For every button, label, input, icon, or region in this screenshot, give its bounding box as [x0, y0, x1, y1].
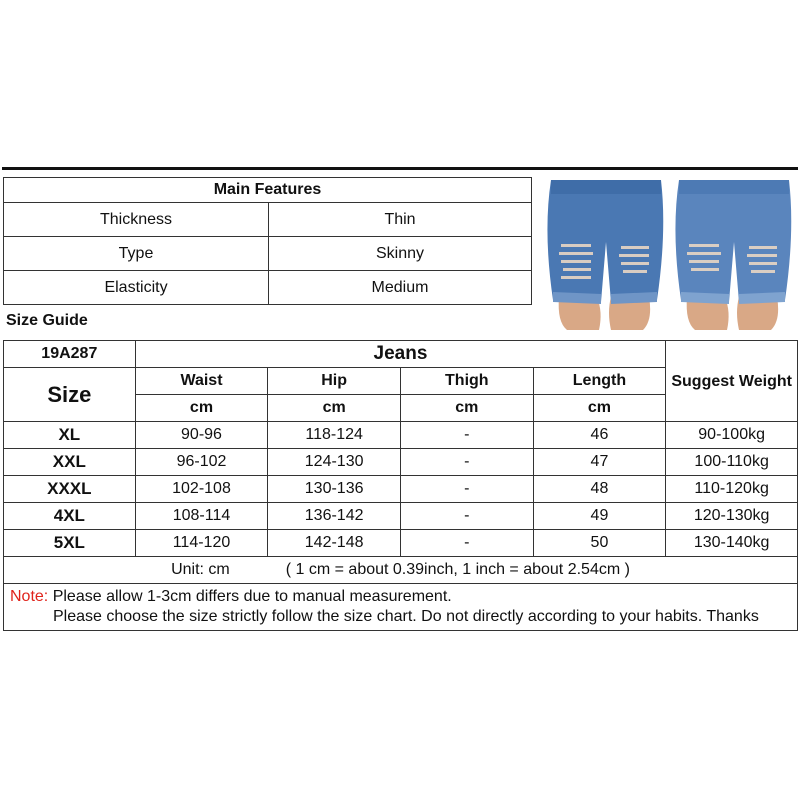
length-cell: 49 — [533, 503, 666, 530]
weight-cell: 90-100kg — [666, 422, 798, 449]
weight-header: Suggest Weight — [666, 341, 798, 422]
main-features-table — [3, 177, 532, 305]
unit-waist: cm — [135, 395, 268, 422]
length-cell: 47 — [533, 449, 666, 476]
column-header-hip: Hip — [268, 368, 401, 395]
length-cell: 46 — [533, 422, 666, 449]
product-photo — [537, 172, 797, 330]
thigh-cell: - — [400, 422, 533, 449]
feature-value: Skinny — [269, 237, 532, 271]
hip-cell: 136-142 — [268, 503, 401, 530]
hip-cell: 124-130 — [268, 449, 401, 476]
size-guide-label: Size Guide — [6, 312, 88, 329]
denim-shorts-image — [537, 172, 797, 330]
waist-cell: 114-120 — [135, 530, 268, 557]
size-cell: XL — [4, 422, 136, 449]
thigh-cell: - — [400, 530, 533, 557]
group-header: Jeans — [135, 341, 666, 368]
hip-cell: 142-148 — [268, 530, 401, 557]
unit-line — [4, 557, 798, 584]
weight-cell: 120-130kg — [666, 503, 798, 530]
weight-cell: 110-120kg — [666, 476, 798, 503]
unit-length: cm — [533, 395, 666, 422]
note-line-2: Please choose the size strictly follow the size chart. Do not directly according to your habits. Thanks — [53, 608, 759, 625]
feature-label: Type — [4, 237, 269, 271]
waist-cell: 90-96 — [135, 422, 268, 449]
waist-cell: 102-108 — [135, 476, 268, 503]
top-divider — [2, 167, 798, 170]
unit-label: Unit: cm — [171, 561, 230, 578]
length-cell: 48 — [533, 476, 666, 503]
model-number: 19A287 — [4, 341, 136, 368]
waist-cell: 108-114 — [135, 503, 268, 530]
unit-thigh: cm — [400, 395, 533, 422]
size-cell: 4XL — [4, 503, 136, 530]
hip-cell: 118-124 — [268, 422, 401, 449]
size-chart-table — [3, 340, 798, 631]
waist-cell: 96-102 — [135, 449, 268, 476]
unit-conversion: ( 1 cm = about 0.39inch, 1 inch = about 2.54cm ) — [285, 561, 630, 578]
size-cell: 5XL — [4, 530, 136, 557]
note-line-1: Please allow 1-3cm differs due to manual measurement. — [48, 588, 452, 605]
feature-value: Medium — [269, 271, 532, 305]
column-header-waist: Waist — [135, 368, 268, 395]
note-label: Note: — [10, 588, 49, 605]
column-header-thigh: Thigh — [400, 368, 533, 395]
unit-hip: cm — [268, 395, 401, 422]
weight-cell: 130-140kg — [666, 530, 798, 557]
weight-cell: 100-110kg — [666, 449, 798, 476]
column-header-length: Length — [533, 368, 666, 395]
feature-label: Thickness — [4, 203, 269, 237]
size-header: Size — [4, 368, 136, 422]
size-cell: XXXL — [4, 476, 136, 503]
note-block — [4, 584, 798, 631]
feature-value: Thin — [269, 203, 532, 237]
thigh-cell: - — [400, 503, 533, 530]
size-cell: XXL — [4, 449, 136, 476]
hip-cell: 130-136 — [268, 476, 401, 503]
length-cell: 50 — [533, 530, 666, 557]
thigh-cell: - — [400, 449, 533, 476]
feature-label: Elasticity — [4, 271, 269, 305]
main-features-title: Main Features — [4, 178, 532, 203]
thigh-cell: - — [400, 476, 533, 503]
